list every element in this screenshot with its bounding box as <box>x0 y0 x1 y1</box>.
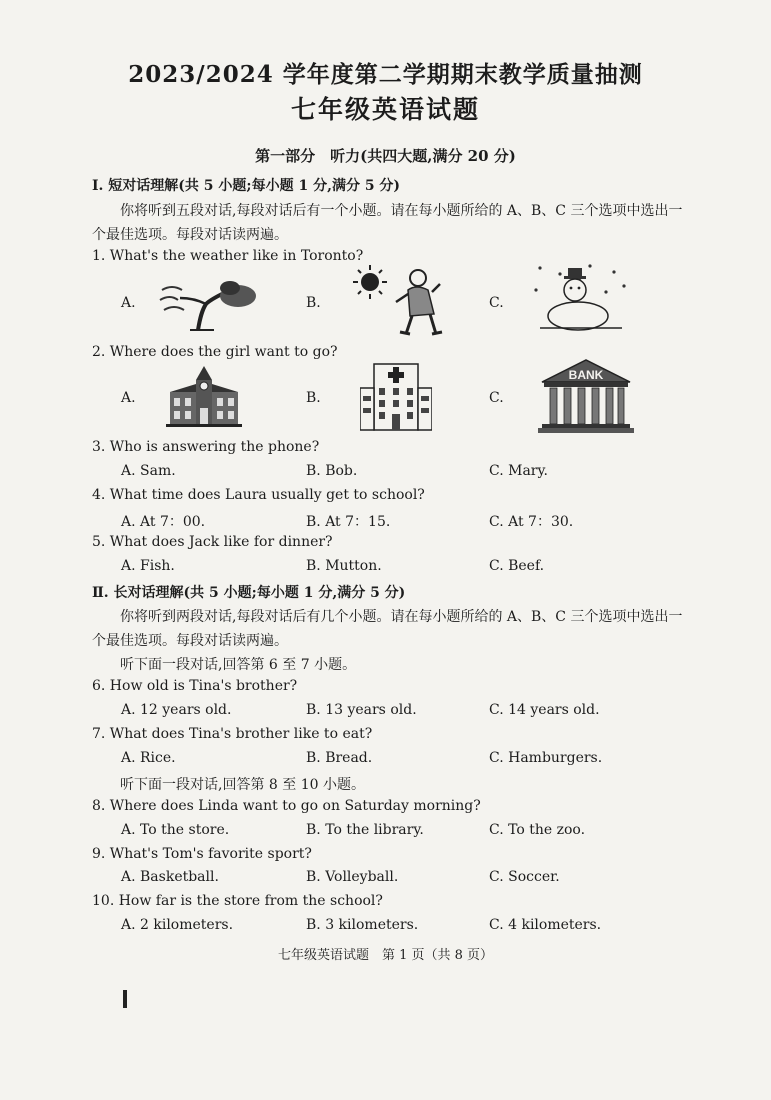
q4-option-a: A. At 7：00. <box>121 514 206 530</box>
q5-option-b: B. Mutton. <box>306 558 382 574</box>
question-3: 3. Who is answering the phone? <box>92 439 320 455</box>
q10-option-a: A. 2 kilometers. <box>121 917 234 933</box>
q4-option-b: B. At 7：15. <box>306 514 391 530</box>
exam-subtitle: 七年级英语试题 <box>290 95 480 124</box>
q3-option-c: C. Mary. <box>489 463 548 479</box>
hospital-icon <box>360 358 432 432</box>
section-two-heading: Ⅱ. 长对话理解(共 5 小题;每小题 1 分,满分 5 分) <box>92 585 406 601</box>
question-2: 2. Where does the girl want to go? <box>92 344 338 360</box>
question-7: 7. What does Tina's brother like to eat? <box>92 726 373 742</box>
snowman-icon <box>530 262 630 332</box>
bank-sign: BANK <box>568 368 604 382</box>
school-building-icon <box>166 362 242 428</box>
q8-option-a: A. To the store. <box>121 822 230 838</box>
q6-option-c: C. 14 years old. <box>489 702 600 718</box>
q1-option-c-label: C. <box>489 295 504 311</box>
q2-option-a-label: A. <box>121 390 136 406</box>
q2-option-c-label: C. <box>489 390 504 406</box>
sunny-hot-person-icon <box>350 262 450 340</box>
scan-mark <box>123 990 127 1008</box>
question-6: 6. How old is Tina's brother? <box>92 678 298 694</box>
q6-option-b: B. 13 years old. <box>306 702 417 718</box>
q5-option-c: C. Beef. <box>489 558 545 574</box>
q8-option-c: C. To the zoo. <box>489 822 586 838</box>
q9-option-c: C. Soccer. <box>489 869 560 885</box>
exam-title: 2023/2024 学年度第二学期期末教学质量抽测 <box>128 61 643 88</box>
page-footer: 七年级英语试题 第 1 页（共 8 页） <box>277 948 494 963</box>
section-one-instruction: 你将听到五段对话,每段对话后有一个小题。请在每小题所给的 A、B、C 三个选项中选出一 <box>120 203 683 219</box>
q9-option-a: A. Basketball. <box>121 869 219 885</box>
q4-option-c: C. At 7：30. <box>489 514 574 530</box>
q9-option-b: B. Volleyball. <box>306 869 399 885</box>
part-one-heading: 第一部分 听力(共四大题,满分 20 分) <box>255 147 516 165</box>
q5-option-a: A. Fish. <box>121 558 175 574</box>
q7-option-c: C. Hamburgers. <box>489 750 603 766</box>
question-5: 5. What does Jack like for dinner? <box>92 534 333 550</box>
q6-option-a: A. 12 years old. <box>121 702 232 718</box>
question-4: 4. What time does Laura usually get to school? <box>92 487 425 503</box>
q1-option-b-label: B. <box>306 295 321 311</box>
q10-option-b: B. 3 kilometers. <box>306 917 419 933</box>
dialogue-one-intro: 听下面一段对话,回答第 6 至 7 小题。 <box>120 657 357 673</box>
question-10: 10. How far is the store from the school? <box>92 893 383 909</box>
q1-option-a-label: A. <box>121 295 136 311</box>
section-two-instruction-cont: 个最佳选项。每段对话读两遍。 <box>92 633 288 649</box>
q10-option-c: C. 4 kilometers. <box>489 917 602 933</box>
q3-option-a: A. Sam. <box>121 463 176 479</box>
section-one-heading: Ⅰ. 短对话理解(共 5 小题;每小题 1 分,满分 5 分) <box>92 178 401 194</box>
windy-tree-icon <box>158 278 258 332</box>
section-one-instruction-cont: 个最佳选项。每段对话读两遍。 <box>92 227 288 243</box>
q8-option-b: B. To the library. <box>306 822 424 838</box>
q7-option-b: B. Bread. <box>306 750 373 766</box>
bank-icon <box>538 358 634 436</box>
section-two-instruction: 你将听到两段对话,每段对话后有几个小题。请在每小题所给的 A、B、C 三个选项中选出一 <box>120 609 683 625</box>
q3-option-b: B. Bob. <box>306 463 358 479</box>
question-1: 1. What's the weather like in Toronto? <box>92 248 364 264</box>
q2-option-b-label: B. <box>306 390 321 406</box>
question-8: 8. Where does Linda want to go on Saturday morning? <box>92 798 481 814</box>
question-9: 9. What's Tom's favorite sport? <box>92 846 312 862</box>
q7-option-a: A. Rice. <box>121 750 176 766</box>
dialogue-two-intro: 听下面一段对话,回答第 8 至 10 小题。 <box>120 777 365 793</box>
